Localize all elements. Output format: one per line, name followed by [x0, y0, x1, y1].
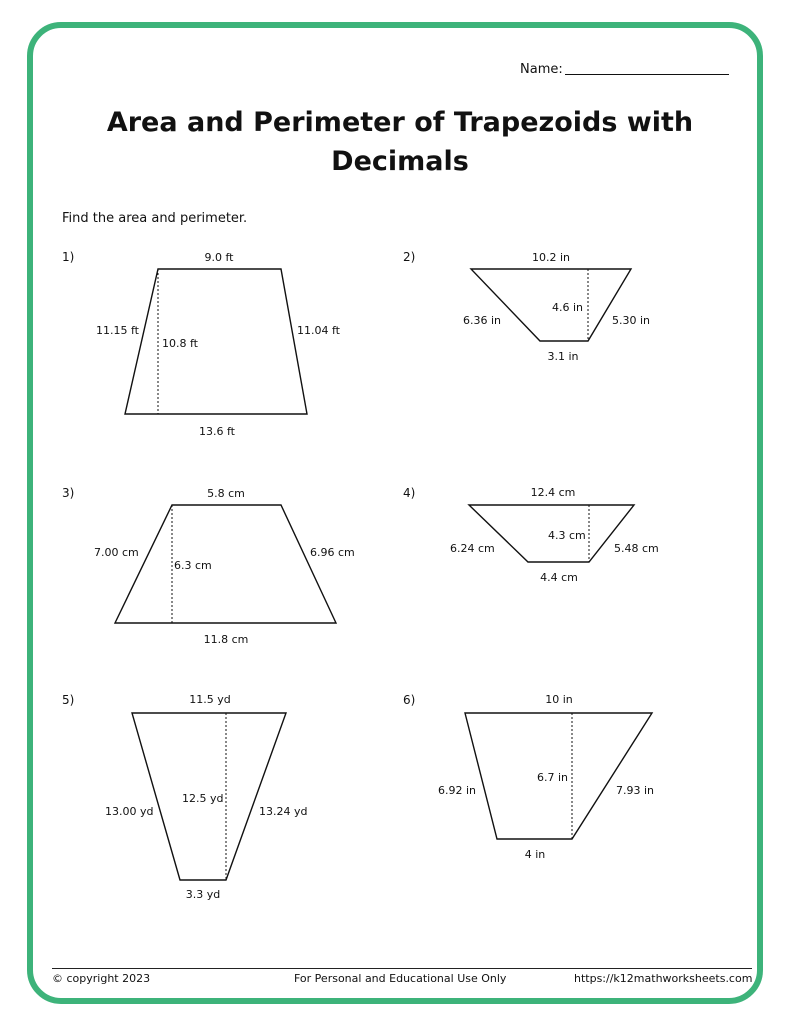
right-side-label: 5.48 cm — [614, 542, 659, 555]
right-side-label: 7.93 in — [616, 784, 655, 797]
right-side-label: 5.30 in — [612, 314, 651, 327]
height-label: 12.5 yd — [182, 792, 224, 805]
right-side-label: 13.24 yd — [259, 805, 308, 818]
top-base-label: 10 in — [545, 693, 573, 706]
problem-number: 4) — [403, 486, 416, 500]
top-base-label: 9.0 ft — [204, 251, 234, 264]
bottom-base-label: 3.1 in — [547, 350, 579, 363]
problem-number: 1) — [62, 250, 75, 264]
bottom-base-label: 3.3 yd — [185, 888, 221, 901]
instructions: Find the area and perimeter. — [62, 211, 248, 226]
bottom-base-label: 13.6 ft — [199, 425, 235, 438]
bottom-base-label: 11.8 cm — [203, 633, 249, 646]
bottom-base-label: 4 in — [524, 848, 546, 861]
height-label: 4.6 in — [552, 301, 584, 314]
height-label: 4.3 cm — [548, 529, 586, 542]
height-label: 10.8 ft — [162, 337, 198, 350]
trapezoid-1 — [125, 269, 307, 414]
problem-number: 6) — [403, 693, 416, 707]
trapezoid-3 — [115, 505, 336, 623]
usage-notice: For Personal and Educational Use Only — [294, 972, 507, 985]
top-base-label: 12.4 cm — [530, 486, 576, 499]
problem-number: 5) — [62, 693, 75, 707]
left-side-label: 13.00 yd — [105, 805, 154, 818]
left-side-label: 11.15 ft — [96, 324, 139, 337]
title-line-1: Area and Perimeter of Trapezoids with — [106, 107, 694, 138]
name-label: Name: — [520, 62, 563, 77]
footer-divider — [52, 968, 752, 969]
bottom-base-label: 4.4 cm — [540, 571, 578, 584]
top-base-label: 5.8 cm — [207, 487, 245, 500]
left-side-label: 6.24 cm — [450, 542, 495, 555]
trapezoid-2 — [471, 269, 631, 341]
left-side-label: 6.36 in — [463, 314, 502, 327]
website-link[interactable]: https://k12mathworksheets.com — [574, 972, 753, 985]
height-label: 6.7 in — [537, 771, 569, 784]
title-line-2: Decimals — [331, 146, 469, 177]
top-base-label: 11.5 yd — [189, 693, 231, 706]
top-base-label: 10.2 in — [531, 251, 571, 264]
copyright-text: © copyright 2023 — [52, 972, 151, 985]
height-label: 6.3 cm — [174, 559, 212, 572]
right-side-label: 6.96 cm — [310, 546, 355, 559]
right-side-label: 11.04 ft — [297, 324, 340, 337]
problem-number: 3) — [62, 486, 75, 500]
left-side-label: 6.92 in — [438, 784, 477, 797]
left-side-label: 7.00 cm — [94, 546, 139, 559]
problem-number: 2) — [403, 250, 416, 264]
